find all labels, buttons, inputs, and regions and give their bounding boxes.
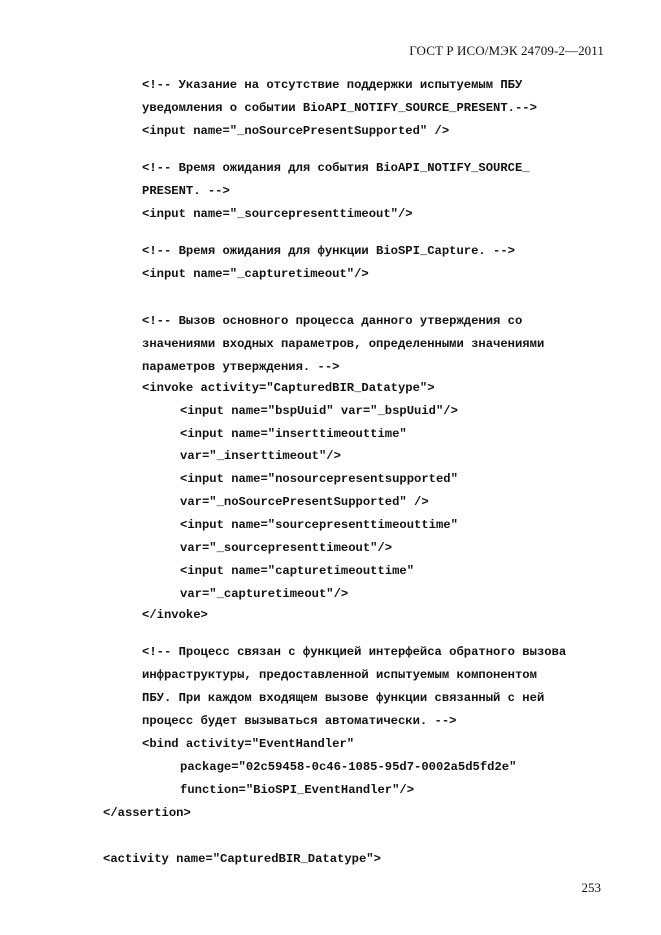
code-line: <input name="bspUuid" var="_bspUuid"/> [180,404,458,418]
code-line: <input name="sourcepresenttimeouttime" [180,518,458,532]
code-line: инфраструктуры, предоставленной испытуемым компонентом [142,668,537,682]
code-line: function="BioSPI_EventHandler"/> [180,783,415,797]
code-line: <input name="_capturetimeout"/> [142,267,369,281]
code-line: ПБУ. При каждом входящем вызове функции связанный с ней [142,691,545,705]
page-number: 253 [581,880,601,895]
code-line: параметров утверждения. --> [142,360,340,374]
code-line: var="_noSourcePresentSupported" /> [180,495,429,509]
code-line: <!-- Указание на отсутствие поддержки испытуемым ПБУ [142,78,523,92]
code-line: <input name="_sourcepresenttimeout"/> [142,207,413,221]
code-line: <activity name="CapturedBIR_Datatype"> [103,852,381,866]
code-line: <bind activity="EventHandler" [142,737,355,751]
code-line: </assertion> [103,806,191,820]
code-line: <!-- Процесс связан с функцией интерфейса обратного вызова [142,645,567,659]
code-line: package="02c59458-0c46-1085-95d7-0002a5d5fd2e" [180,760,517,774]
code-line: <input name="nosourcepresentsupported" [180,472,458,486]
code-line: </invoke> [142,608,208,622]
code-line: <!-- Вызов основного процесса данного утверждения со [142,314,523,328]
code-line: уведомления о событии BioAPI_NOTIFY_SOURCE_PRESENT.--> [142,101,537,115]
code-line: <invoke activity="CapturedBIR_Datatype"> [142,381,435,395]
code-line: <input name="_noSourcePresentSupported" /> [142,124,450,138]
code-line: процесс будет вызываться автоматически. --> [142,714,457,728]
code-line: <!-- Время ожидания для функции BioSPI_Capture. --> [142,244,515,258]
code-line: <input name="capturetimeouttime" [180,564,415,578]
page-header: ГОСТ Р ИСО/МЭК 24709-2—2011 [409,43,604,58]
code-line: PRESENT. --> [142,184,230,198]
code-line: значениями входных параметров, определенными значениями [142,337,545,351]
code-line: var="_inserttimeout"/> [180,449,341,463]
code-line: var="_sourcepresenttimeout"/> [180,541,393,555]
code-line: <input name="inserttimeouttime" [180,427,407,441]
code-line: <!-- Время ожидания для события BioAPI_NOTIFY_SOURCE_ [142,161,530,175]
code-line: var="_capturetimeout"/> [180,587,349,601]
